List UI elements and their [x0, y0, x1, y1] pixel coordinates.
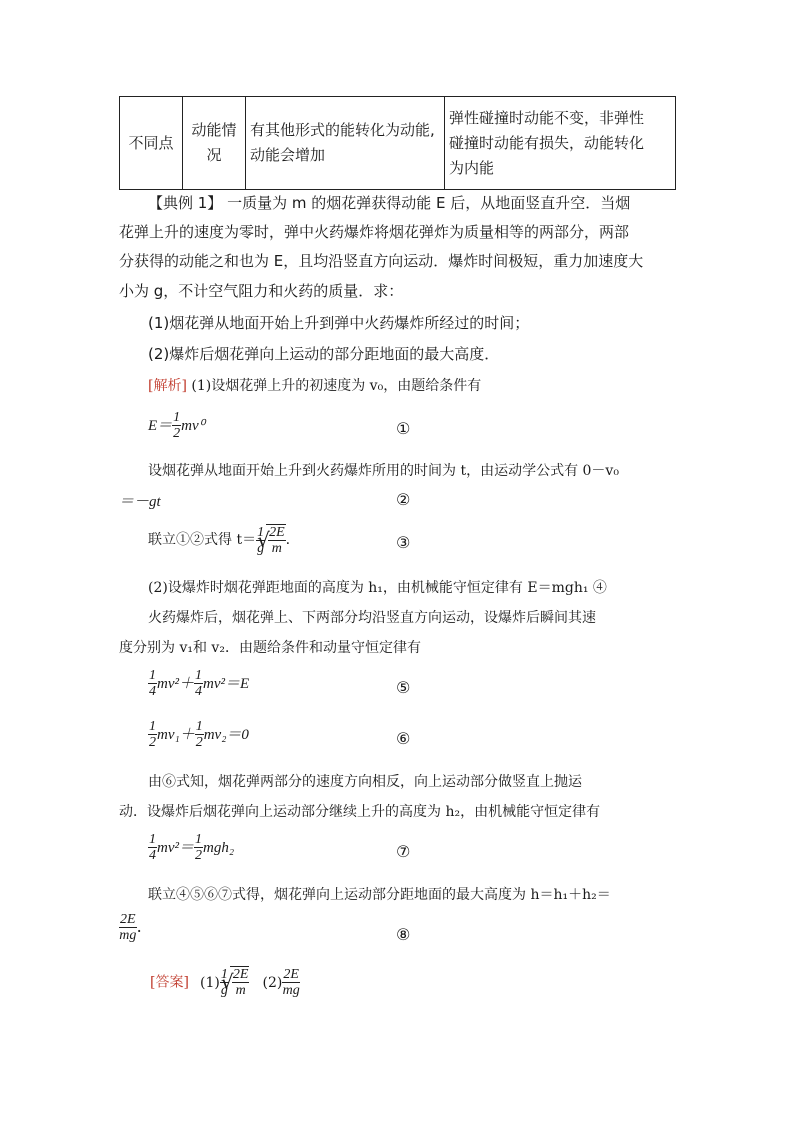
table-cell-col2: 弹性碰撞时动能不变，非弹性 碰撞时动能有损失，动能转化 为内能	[445, 97, 676, 190]
sub-header: 动能情 况	[183, 97, 246, 190]
equation-number-6: ⑥	[396, 729, 411, 748]
solution-line-2b: ＝－gt	[119, 494, 161, 510]
question-1: (1)烟花弹从地面开始上升到弹中火药爆炸所经过的时间；	[148, 314, 530, 332]
equation-5: $\frac{1}{4}$ mv²＋ $\frac{1}{4}$ mv²＝E	[149, 668, 250, 699]
equation-number-3: ③	[396, 533, 411, 552]
equation-6: $\frac{1}{2}$ mv₁＋ $\frac{1}{2}$ mv₂＝0	[149, 719, 249, 750]
equation-number-8: ⑧	[396, 925, 411, 944]
solution-line-4: (2)设爆炸时烟花弹距地面的高度为 h₁，由机械能守恒定律有 E＝mgh₁ ④	[148, 580, 607, 596]
solution-line-2: 设烟花弹从地面开始上升到火药爆炸所用的时间为 t，由运动学公式有 0－v₀	[148, 463, 619, 479]
equation-7: $\frac{1}{4}$ mv²＝ $\frac{1}{2}$ mgh₂	[149, 832, 235, 863]
answer-label: [答案]	[150, 974, 189, 991]
equation-number-2: ②	[396, 490, 411, 509]
solution-line-5: 火药爆炸后，烟花弹上、下两部分均沿竖直方向运动，设爆炸后瞬间其速	[148, 610, 596, 626]
solution-line-8: 动．设爆炸后烟花弹向上运动部分继续上升的高度为 h₂，由机械能守恒定律有	[119, 804, 601, 820]
equation-number-7: ⑦	[396, 842, 411, 861]
solution-line-1: [解析] (1)设烟花弹上升的初速度为 v₀，由题给条件有	[148, 378, 482, 394]
equation-1: E＝ $\frac{1}{2}$ mv⁰	[148, 410, 205, 441]
solution-line-6: 度分别为 v₁和 v₂．由题给条件和动量守恒定律有	[119, 640, 421, 656]
row-header: 不同点	[120, 97, 183, 190]
example-line-4: 小为 g，不计空气阻力和火药的质量．求：	[119, 282, 404, 300]
example-line-2: 花弹上升的速度为零时，弹中火药爆炸将烟花弹炸为质量相等的两部分，两部	[119, 223, 630, 241]
solution-label: [解析]	[148, 378, 187, 394]
answer-line: [答案] (1) $\frac{1}{g}$ √ $\frac{2E}{m}$ (2) $\frac{2E}{mg}$	[150, 966, 300, 998]
comparison-table	[119, 96, 676, 190]
example-line-1: 【典例 1】 一质量为 m 的烟花弹获得动能 E 后，从地面竖直升空．当烟	[148, 194, 631, 212]
solution-line-3: 联立①②式得 t＝ $\frac{1}{g}$ √ $\frac{2E}{m}$ .	[148, 524, 290, 556]
example-label: 【典例 1】	[148, 194, 223, 212]
solution-final-fraction: $\frac{2E}{mg}$ .	[119, 912, 142, 943]
table-cell-col1: 有其他形式的能转化为动能, 动能会增加	[246, 97, 445, 190]
example-line-3: 分获得的动能之和也为 E，且均沿竖直方向运动．爆炸时间极短，重力加速度大	[119, 252, 644, 270]
question-2: (2)爆炸后烟花弹向上运动的部分距地面的最大高度．	[148, 345, 500, 363]
solution-line-9: 联立④⑤⑥⑦式得，烟花弹向上运动部分距地面的最大高度为 h＝h₁＋h₂＝	[148, 887, 611, 903]
solution-line-7: 由⑥式知，烟花弹两部分的速度方向相反，向上运动部分做竖直上抛运	[148, 774, 582, 790]
equation-number-1: ①	[396, 419, 411, 438]
equation-number-5: ⑤	[396, 678, 411, 697]
